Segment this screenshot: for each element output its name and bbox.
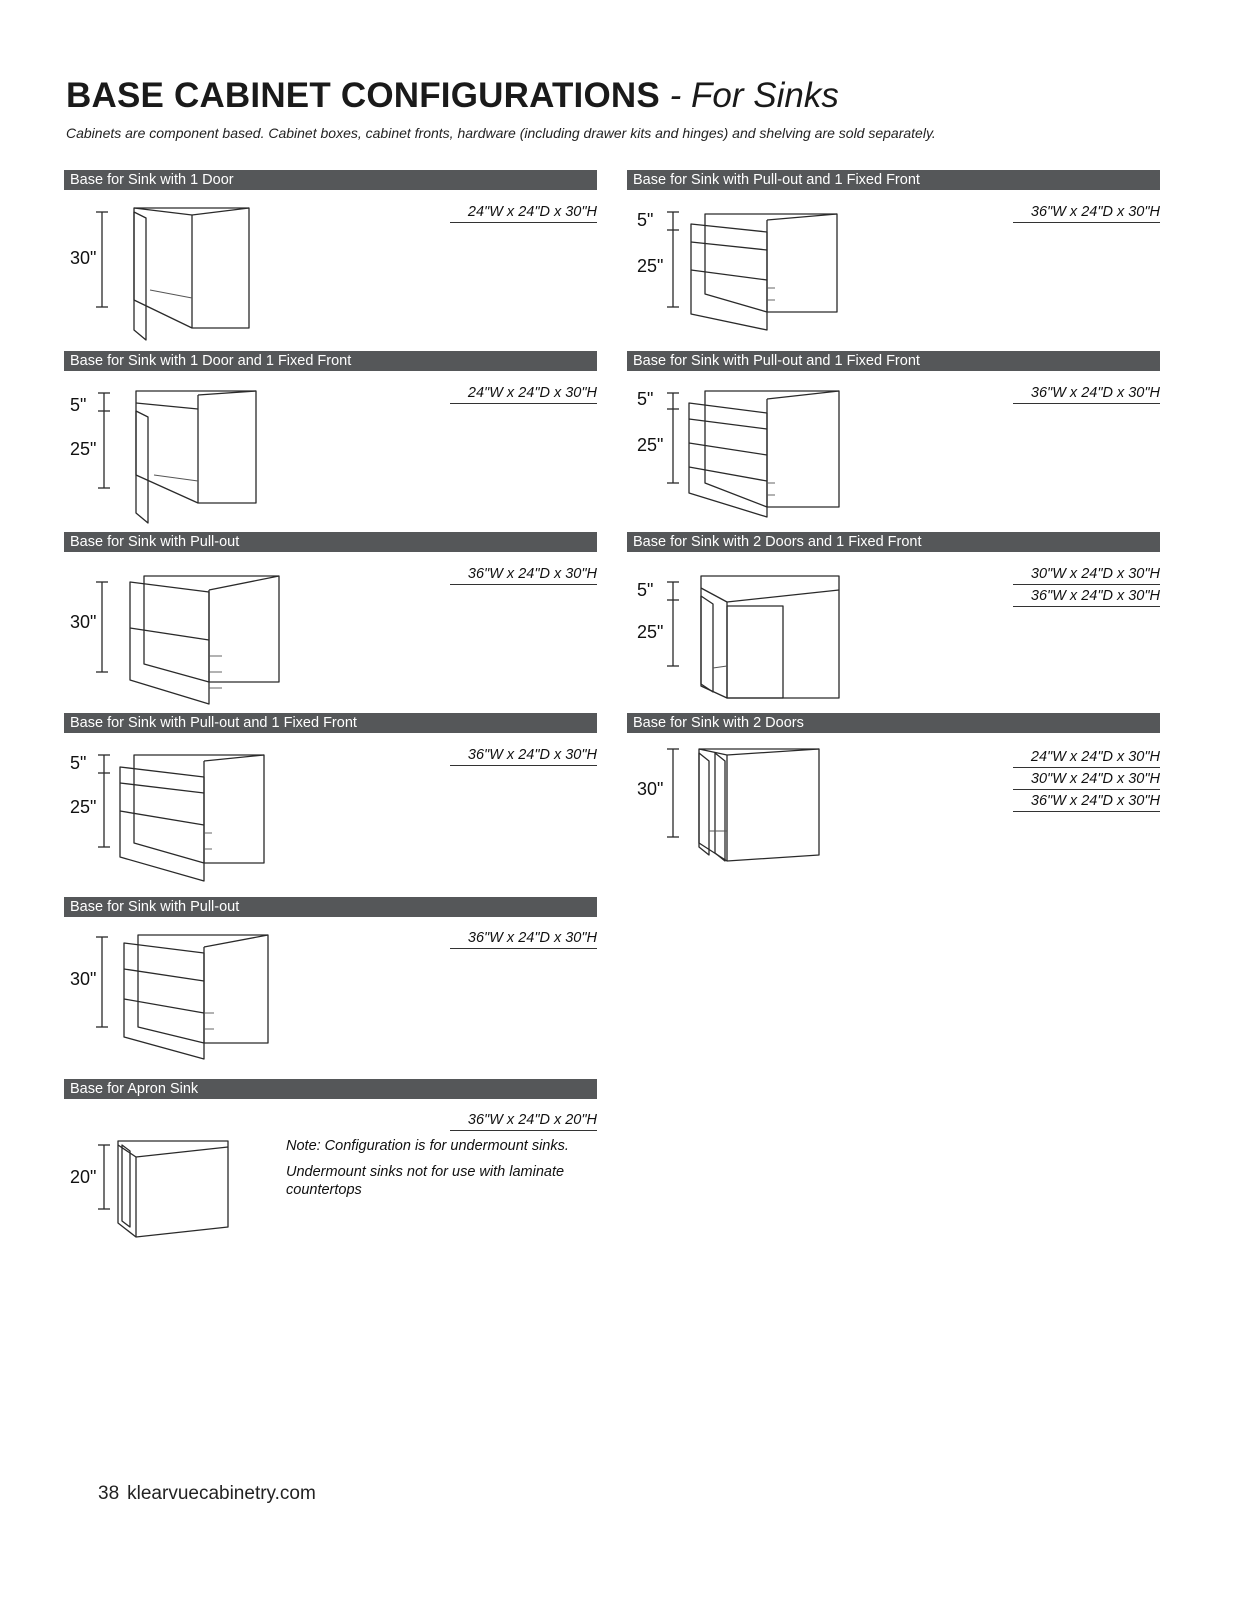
section-header: Base for Sink with Pull-out and 1 Fixed Front xyxy=(627,351,1160,371)
sink-base-pullout-fixed-front-icon xyxy=(627,170,1160,342)
config-section-sink-1-door xyxy=(64,170,597,342)
height-label: 25" xyxy=(637,622,664,642)
section-header: Base for Sink with Pull-out and 1 Fixed Front xyxy=(64,713,597,733)
dimension-label: 36"W x 24"D x 20"H xyxy=(450,1112,597,1131)
height-label: 30" xyxy=(70,248,97,268)
sink-base-pullout-icon xyxy=(64,532,597,704)
section-header: Base for Sink with Pull-out xyxy=(64,897,597,917)
section-header: Base for Apron Sink xyxy=(64,1079,597,1099)
dimension-label: 36"W x 24"D x 30"H xyxy=(1013,385,1160,404)
config-section-sink-pullout-fixed-front xyxy=(627,170,1160,342)
section-header: Base for Sink with Pull-out xyxy=(64,532,597,552)
section-header: Base for Sink with 2 Doors and 1 Fixed Front xyxy=(627,532,1160,552)
height-label: 5" xyxy=(637,580,654,600)
config-section-sink-pullout-fixed-front xyxy=(627,351,1160,523)
sink-base-pullout-fixed-front-icon xyxy=(627,351,1160,523)
height-label: 25" xyxy=(637,256,664,276)
sink-base-pullout-icon xyxy=(64,897,597,1069)
config-section-sink-1-door-fixed-front xyxy=(64,351,597,523)
dimension-label: 24"W x 24"D x 30"H xyxy=(1013,749,1160,768)
sink-base-1-door-fixed-front-icon xyxy=(64,351,597,523)
height-label: 25" xyxy=(637,435,664,455)
dimension-label: 36"W x 24"D x 30"H xyxy=(450,566,597,585)
height-label: 25" xyxy=(70,439,97,459)
section-header: Base for Sink with 1 Door and 1 Fixed Front xyxy=(64,351,597,371)
height-label: 30" xyxy=(637,779,664,799)
config-section-sink-2-doors-fixed-front xyxy=(627,532,1160,704)
dimension-label: 30"W x 24"D x 30"H xyxy=(1013,771,1160,790)
dimension-label: 36"W x 24"D x 30"H xyxy=(450,930,597,949)
dimension-label: 36"W x 24"D x 30"H xyxy=(1013,793,1160,812)
height-label: 5" xyxy=(70,395,87,415)
page-number: 38 xyxy=(98,1483,120,1504)
height-label: 30" xyxy=(70,969,97,989)
website-url: klearvuecabinetry.com xyxy=(127,1483,316,1504)
page-footer xyxy=(98,1483,324,1505)
sink-base-1-door-icon xyxy=(64,170,597,342)
title-suffix: - For Sinks xyxy=(669,76,839,115)
height-label: 30" xyxy=(70,612,97,632)
sink-base-pullout-fixed-front-icon xyxy=(64,713,597,885)
height-label: 5" xyxy=(637,389,654,409)
config-section-apron-sink xyxy=(64,1079,597,1251)
dimension-label: 24"W x 24"D x 30"H xyxy=(450,204,597,223)
page-subtitle: Cabinets are component based. Cabinet boxes, cabinet fronts, hardware (including drawer kits and hinges) and shelving are sold separately. xyxy=(66,125,936,141)
dimension-label: 36"W x 24"D x 30"H xyxy=(450,747,597,766)
section-header: Base for Sink with 1 Door xyxy=(64,170,597,190)
dimension-label: 36"W x 24"D x 30"H xyxy=(1013,588,1160,607)
height-label: 25" xyxy=(70,797,97,817)
page-title xyxy=(66,74,839,118)
config-section-sink-pullout xyxy=(64,532,597,704)
note-line: Undermount sinks not for use with laminate countertops xyxy=(286,1164,565,1198)
height-label: 5" xyxy=(637,210,654,230)
title-main: BASE CABINET CONFIGURATIONS xyxy=(66,76,660,115)
config-section-sink-pullout-fixed-front xyxy=(64,713,597,885)
section-header: Base for Sink with 2 Doors xyxy=(627,713,1160,733)
config-section-sink-2-doors xyxy=(627,713,1160,885)
sink-base-2-doors-fixed-front-icon xyxy=(627,532,1160,704)
dimension-label: 36"W x 24"D x 30"H xyxy=(1013,204,1160,223)
installation-note xyxy=(286,1137,586,1207)
dimension-label: 24"W x 24"D x 30"H xyxy=(450,385,597,404)
note-line: Note: Configuration is for undermount sinks. xyxy=(286,1138,569,1154)
dimension-label: 30"W x 24"D x 30"H xyxy=(1013,566,1160,585)
config-section-sink-pullout xyxy=(64,897,597,1069)
section-header: Base for Sink with Pull-out and 1 Fixed Front xyxy=(627,170,1160,190)
height-label: 5" xyxy=(70,753,87,773)
height-label: 20" xyxy=(70,1167,97,1187)
